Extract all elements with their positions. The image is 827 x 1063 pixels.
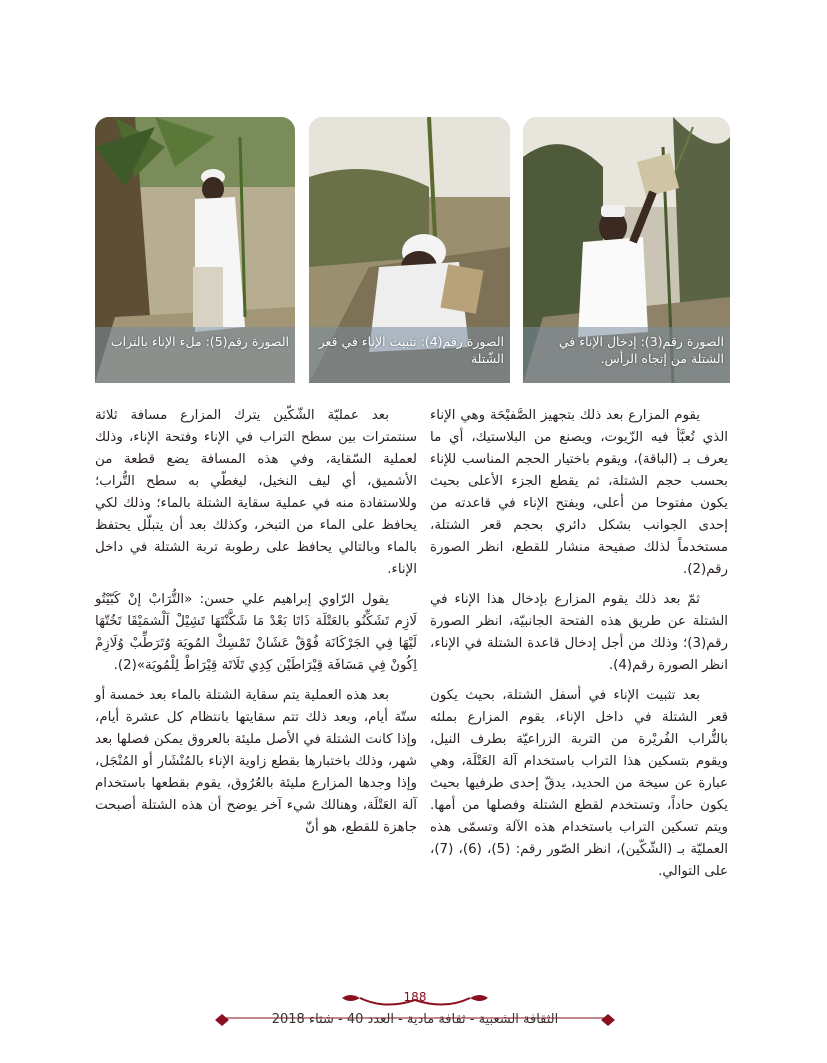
left-column bbox=[95, 405, 417, 839]
page-footer bbox=[210, 990, 620, 1040]
paragraph: بعد عمليّة الشّكّين يترك المزارع مسافة ثلاثة سنتمترات بين سطح التراب في الإناء وفتحة الإناء، وذلك لعملية السّقاية، وفي هذه المسافة يضع قطعة من الأشميق، أي ليف النخيل، ليغطّي به سطح التُّراب؛ وللاستفادة منه في عملية سقاية الشتلة بالماء؛ وذلك لكي يحافظ على الماء من التبخر، وكذلك بعد أن يتبلّل يحتفظ بالماء وبالتالي يحافظ على رطوبة تربة الشتلة في داخل الإناء. bbox=[95, 408, 417, 577]
page-number: 188 bbox=[403, 990, 427, 1004]
photo-strip bbox=[95, 117, 730, 383]
photo-5 bbox=[95, 117, 295, 383]
paragraph: بعد هذه العملية يتم سقاية الشتلة بالماء بعد خمسة أو ستّة أيام، وبعد ذلك تتم سقايتها بانتظام كل عشرة أيام، وإذا كانت الشتلة في الأصل مليئة بالعروق يمكن فصلها بعد شهر، وذلك باختبارها بقطع زاوية الإناء بالمُنْشَار أو المُنْجَل، وإذا وجدها المزارع مليئة بالعُرُوق، يقوم بقطعها باستخدام آلة العَتْلَة، وهنالك شيء آخر يوضح أن هذه الشتلة أصبحت جاهزة للقطع، هو أنّ bbox=[95, 688, 417, 835]
photo-5-caption: الصورة رقم(5): ملء الإناء بالتراب bbox=[110, 334, 289, 349]
photo-4 bbox=[309, 117, 510, 383]
photo-3 bbox=[523, 117, 730, 383]
footer-text: الثقافة الشعبية - ثقافة مادية - العدد 40 - شتاء 2018 bbox=[271, 1012, 559, 1027]
quote-paragraph: يقول الرّاوي إبراهيم علي حسن: «التُّرَابْ إنْ كَبّيْتُو لَازِم تَشَكِّنُو بالعَتْلَة ذَاتَا بَعْدْ مَا شَكَّنْتَهَا تَشِيْلْ اَلْشمَيْقَا تَخُتّهَا لَيْهَا فِي الجَرْكَانَة فُوْقْ عَشَانْ تَمْسِكْ المُويَة وُتَرَطِّبْ وُلَازِمْ اِكُونْ فِي مَسَافَة قِيْرَاطَيْن كِدِي تَلَاتَة قِيْرَاطْ لِلْمُويَة»(2). bbox=[95, 592, 417, 673]
paragraph: ثمّ بعد ذلك يقوم المزارع بإدخال هذا الإناء في الشتلة عن طريق هذه الفتحة الجانبيّة، انظر الصورة رقم(3)؛ وذلك من أجل إدخال قاعدة الشتلة في الإناء، انظر الصورة رقم(4). bbox=[430, 592, 728, 673]
photo-3-caption: الصورة رقم(3): إدخال الإناء في الشتلة من إتجاه الرأس. bbox=[558, 334, 724, 366]
paragraph: يقوم المزارع بعد ذلك بتجهيز الصَّفيْحَة وهي الإناء الذي تُعبَّأ فيه الزّيوت، ويصنع من البلاستيك، أي ما يعرف بـ (الباقة)، ويقوم باختيار الحجم المناسب للإناء بحسب حجم الشتلة، ثم يقطع الجزء الأعلى بحيث يكون مفتوحا من أعلى، ويفتح الإناء في قاعدته من إحدى الجوانب بشكل دائري بحجم قعر الشتلة، مستخدماً لذلك صفيحة منشار للقطع، انظر الصورة رقم(2). bbox=[430, 408, 728, 577]
right-column bbox=[430, 405, 728, 883]
paragraph: بعد تثبيت الإناء في أسفل الشتلة، بحيث يكون قعر الشتلة في داخل الإناء، يقوم المزارع بملئه بالتُّراب الفُريْرة من التربة الزراعيّة بطرف النيل، ويقوم بتسكين هذا التراب باستخدام آلة العَتْلَة، وهي عبارة عن سيخة من الحديد، يدقّ إحدى طرفيها بحيث يكون حاداً، وتستخدم لقطع الشتلة وفصلها من أمها. ويتم تسكين التراب باستخدام هذه الآلة وتسمّى هذه العمليّة بـ (الشّكّين)، انظر الصّور رقم: (5)، (6)، (7)، على التوالي. bbox=[430, 688, 729, 879]
photo-4-caption: الصورة رقم(4): تثبيت الإناء في قعر الشّتلة bbox=[318, 334, 504, 366]
